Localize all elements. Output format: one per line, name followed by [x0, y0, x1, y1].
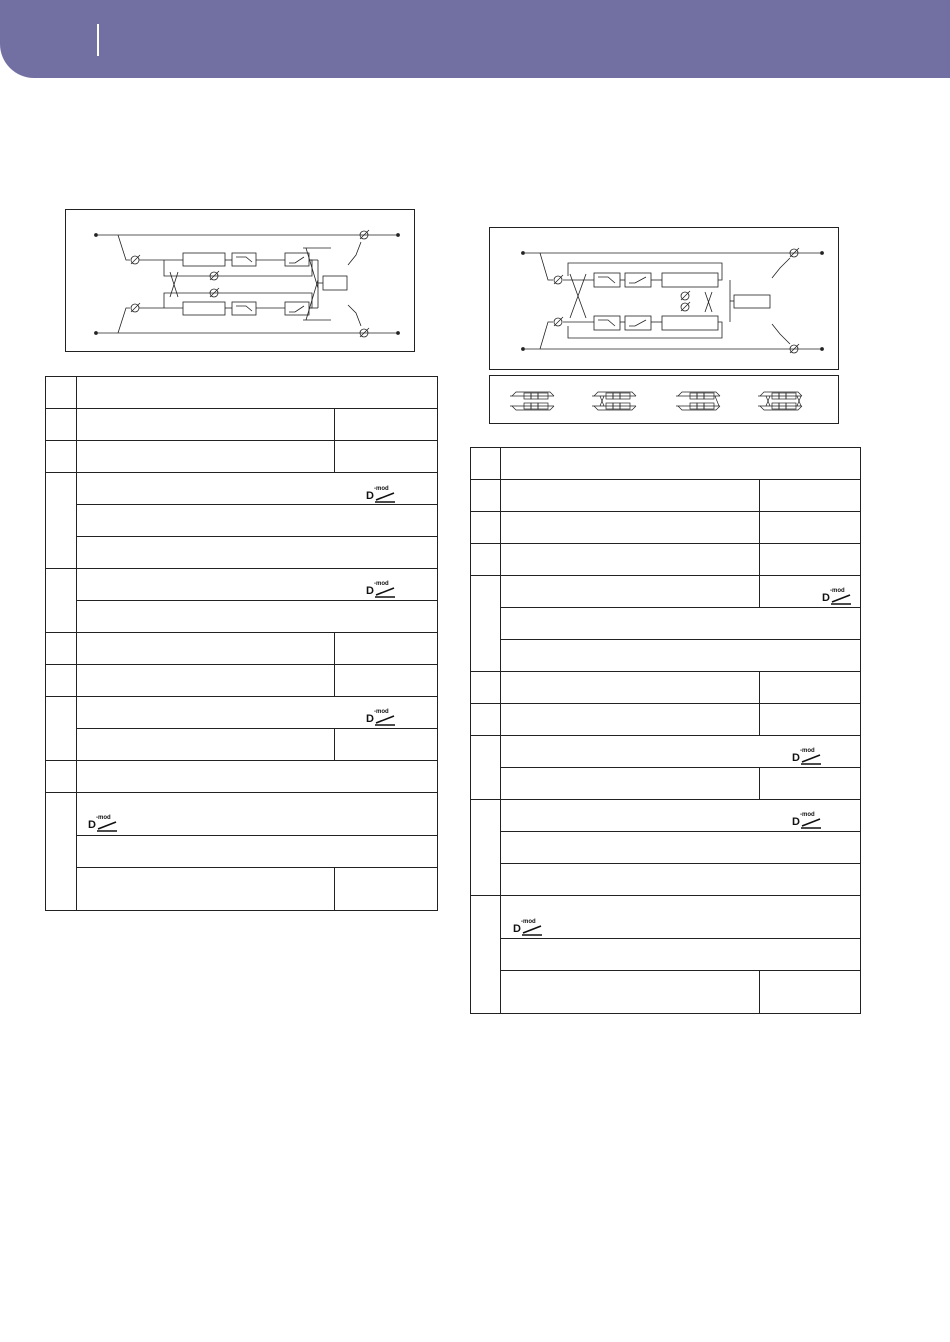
table-row: [46, 505, 438, 537]
dmod-icon: D -mod: [792, 751, 828, 765]
table-row: [46, 836, 438, 868]
table-row: [46, 409, 438, 441]
table-row: [46, 665, 438, 697]
table-row: [471, 672, 861, 704]
table-row: [46, 537, 438, 569]
right-block-diagram: [489, 227, 839, 370]
dmod-icon: D -mod: [88, 818, 124, 832]
table-row: [46, 633, 438, 665]
page-header-bar: [0, 0, 950, 78]
table-row: [471, 576, 861, 608]
table-row: [46, 441, 438, 473]
table-row: [46, 601, 438, 633]
dmod-icon: D -mod: [366, 489, 402, 503]
table-row: [471, 608, 861, 640]
table-row: [471, 864, 861, 896]
table-row: [471, 544, 861, 576]
table-row: [471, 512, 861, 544]
dmod-icon: D -mod: [366, 712, 402, 726]
table-row: [46, 729, 438, 761]
left-block-diagram: [65, 209, 415, 352]
dmod-icon: D -mod: [792, 815, 828, 829]
header-divider: [97, 24, 99, 56]
table-row: [471, 704, 861, 736]
dmod-icon: D -mod: [513, 922, 549, 936]
dmod-icon: D -mod: [366, 584, 402, 598]
routing-preset-strip: [489, 375, 839, 424]
table-row: [46, 761, 438, 793]
table-row: [471, 768, 861, 800]
table-row: [471, 480, 861, 512]
dmod-icon: D -mod: [822, 591, 858, 605]
table-row: [471, 448, 861, 480]
table-row: [471, 971, 861, 1014]
table-row: [46, 868, 438, 911]
routing-preset-icon: [510, 392, 554, 410]
table-row: [471, 939, 861, 971]
table-row: [471, 832, 861, 864]
table-row: [46, 377, 438, 409]
table-row: [471, 640, 861, 672]
